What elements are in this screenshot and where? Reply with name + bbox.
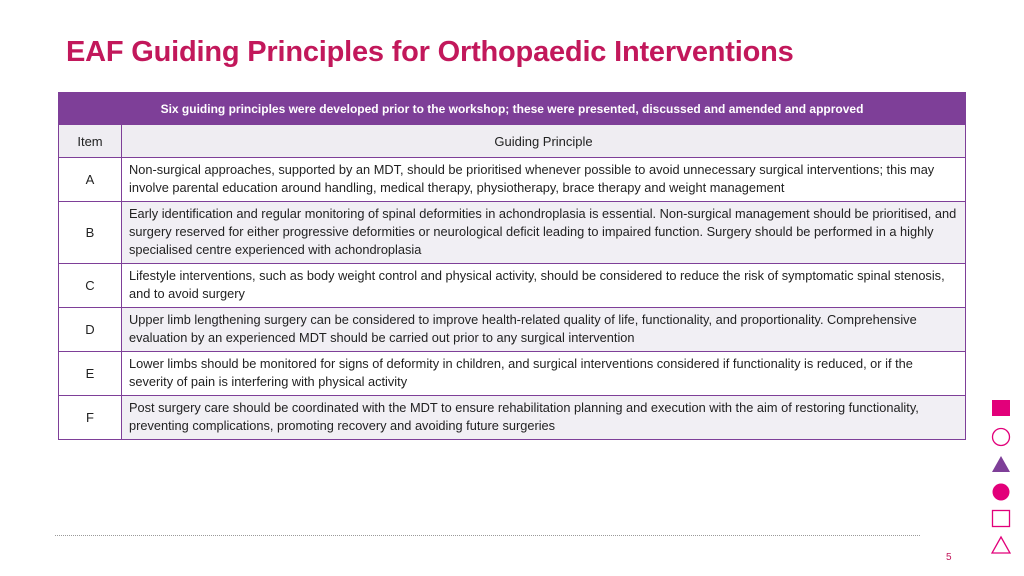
decorative-shapes — [990, 399, 1012, 555]
table-row — [59, 264, 966, 308]
footer-divider — [55, 535, 920, 536]
row-item: B — [59, 202, 122, 264]
row-principle: Non-surgical approaches, supported by an MDT, should be prioritised whenever possible to avoid unnecessary surgical interventions; this may involve parental education around handling, medical therapy, physiotherapy, brace therapy and weight management — [122, 158, 966, 202]
row-principle: Lower limbs should be monitored for signs of deformity in children, and surgical interventions considered if functionality is reduced, or if the severity of pain is interfering with physical activity — [122, 352, 966, 396]
table-row — [59, 202, 966, 264]
circle-outline-icon — [991, 427, 1011, 447]
square-outline-icon — [991, 509, 1011, 529]
row-principle: Post surgery care should be coordinated with the MDT to ensure rehabilitation planning and execution with the aim of restoring functionality, preventing complications, promoting recovery and avoiding future surgeries — [122, 396, 966, 440]
triangle-outline-icon — [991, 535, 1011, 555]
row-principle: Upper limb lengthening surgery can be considered to improve health-related quality of life, functionality, and proportionality. Comprehensive evaluation by an experienced MDT should be carried out prior to any surgical intervention — [122, 308, 966, 352]
row-item: E — [59, 352, 122, 396]
table-row — [59, 158, 966, 202]
row-item: D — [59, 308, 122, 352]
table-row — [59, 308, 966, 352]
guiding-principles-table — [58, 92, 966, 440]
table-intro: Six guiding principles were developed prior to the workshop; these were presented, discussed and amended and approved — [59, 93, 966, 125]
triangle-filled-icon — [991, 454, 1011, 474]
row-principle: Lifestyle interventions, such as body weight control and physical activity, should be considered to reduce the risk of symptomatic spinal stenosis, and to avoid surgery — [122, 264, 966, 308]
table-row — [59, 352, 966, 396]
row-principle: Early identification and regular monitoring of spinal deformities in achondroplasia is essential. Non-surgical management should be prioritised, and surgery reserved for either progressive deformities or neurological deficit leading to impaired function. Surgery should be performed in a highly specialised centre experienced with achondroplasia — [122, 202, 966, 264]
item-column-header: Item — [59, 125, 122, 158]
principle-column-header: Guiding Principle — [122, 125, 966, 158]
circle-filled-icon — [991, 482, 1011, 502]
table-intro-row — [59, 93, 966, 125]
row-item: A — [59, 158, 122, 202]
page-number: 5 — [946, 552, 952, 563]
table-header-row — [59, 125, 966, 158]
table-row — [59, 396, 966, 440]
row-item: F — [59, 396, 122, 440]
row-item: C — [59, 264, 122, 308]
page-title: EAF Guiding Principles for Orthopaedic Interventions — [66, 36, 794, 68]
square-filled-icon — [991, 399, 1011, 419]
